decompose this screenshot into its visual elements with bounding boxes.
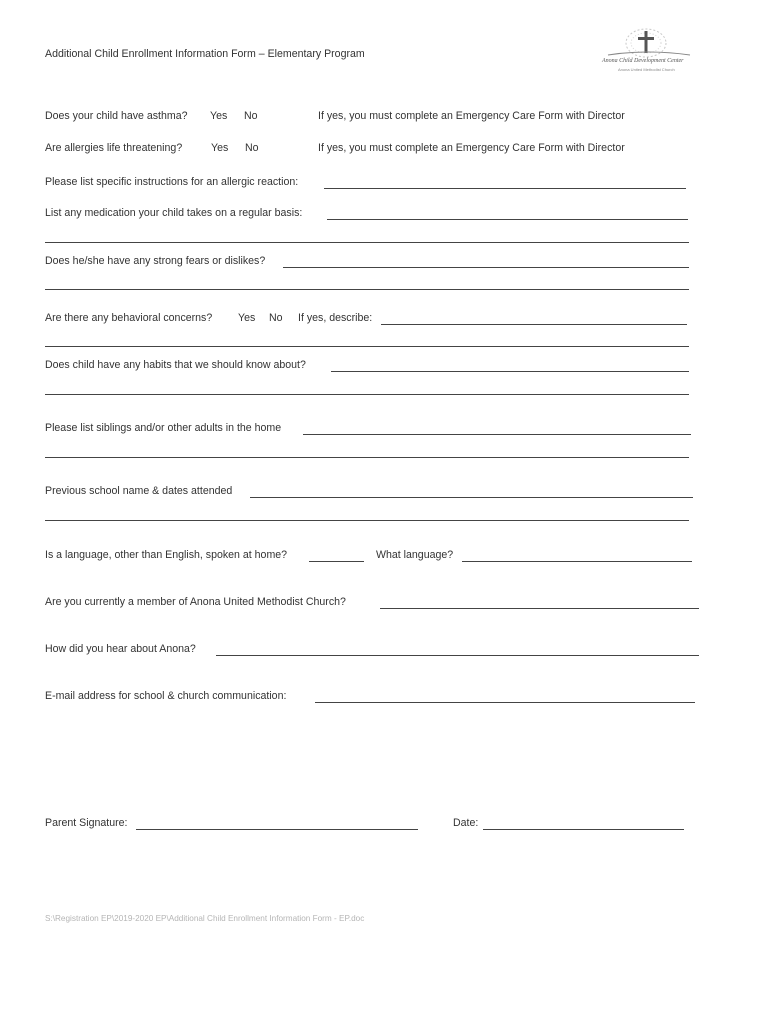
parent-signature-line[interactable]: [136, 829, 418, 830]
habits-label: Does child have any habits that we should know about?: [45, 359, 306, 371]
behavior-yes[interactable]: Yes: [238, 312, 256, 324]
email-label: E-mail address for school & church communication:: [45, 690, 287, 702]
language-question: Is a language, other than English, spoken at home?: [45, 549, 288, 561]
previous-school-line-2[interactable]: [45, 520, 689, 521]
previous-school-line[interactable]: [250, 497, 693, 498]
habits-line-2[interactable]: [45, 394, 689, 395]
logo-church: Anona United Methodist Church: [618, 67, 675, 72]
behavior-describe-label: If yes, describe:: [298, 312, 373, 324]
allergic-reaction-label: Please list specific instructions for an allergic reaction:: [45, 176, 299, 188]
asthma-yes[interactable]: Yes: [210, 110, 228, 122]
allergic-reaction-line[interactable]: [324, 188, 686, 189]
fears-label: Does he/she have any strong fears or dislikes?: [45, 255, 266, 267]
siblings-line-2[interactable]: [45, 457, 689, 458]
behavior-question: Are there any behavioral concerns?: [45, 312, 213, 324]
form-title: Additional Child Enrollment Information Form – Elementary Program: [45, 48, 365, 60]
member-question: Are you currently a member of Anona United Methodist Church?: [45, 596, 346, 608]
asthma-question: Does your child have asthma?: [45, 110, 188, 122]
siblings-line[interactable]: [303, 434, 691, 435]
email-line[interactable]: [315, 702, 695, 703]
allergies-no[interactable]: No: [245, 142, 259, 154]
behavior-describe-line[interactable]: [381, 324, 687, 325]
medication-line[interactable]: [327, 219, 688, 220]
fears-line[interactable]: [283, 267, 689, 268]
behavior-line-2[interactable]: [45, 346, 689, 347]
behavior-no[interactable]: No: [269, 312, 283, 324]
fears-line-2[interactable]: [45, 289, 689, 290]
language-which-label: What language?: [376, 549, 454, 561]
asthma-no[interactable]: No: [244, 110, 258, 122]
previous-school-label: Previous school name & dates attended: [45, 485, 233, 497]
siblings-label: Please list siblings and/or other adults in the home: [45, 422, 282, 434]
medication-line-2[interactable]: [45, 242, 689, 243]
logo: [598, 25, 698, 75]
hear-question: How did you hear about Anona?: [45, 643, 196, 655]
logo-name: Anona Child Development Center: [602, 58, 684, 64]
date-line[interactable]: [483, 829, 684, 830]
allergies-yes[interactable]: Yes: [211, 142, 229, 154]
habits-line[interactable]: [331, 371, 689, 372]
parent-signature-label: Parent Signature:: [45, 817, 128, 829]
asthma-note: If yes, you must complete an Emergency Care Form with Director: [318, 110, 625, 122]
date-label: Date:: [453, 817, 479, 829]
member-line[interactable]: [380, 608, 699, 609]
file-path-footer: S:\Registration EP\2019-2020 EP\Additional Child Enrollment Information Form - EP.doc: [45, 914, 365, 923]
allergies-question: Are allergies life threatening?: [45, 142, 183, 154]
language-which-line[interactable]: [462, 561, 692, 562]
language-answer-line[interactable]: [309, 561, 364, 562]
medication-label: List any medication your child takes on a regular basis:: [45, 207, 303, 219]
allergies-note: If yes, you must complete an Emergency Care Form with Director: [318, 142, 625, 154]
hear-line[interactable]: [216, 655, 699, 656]
